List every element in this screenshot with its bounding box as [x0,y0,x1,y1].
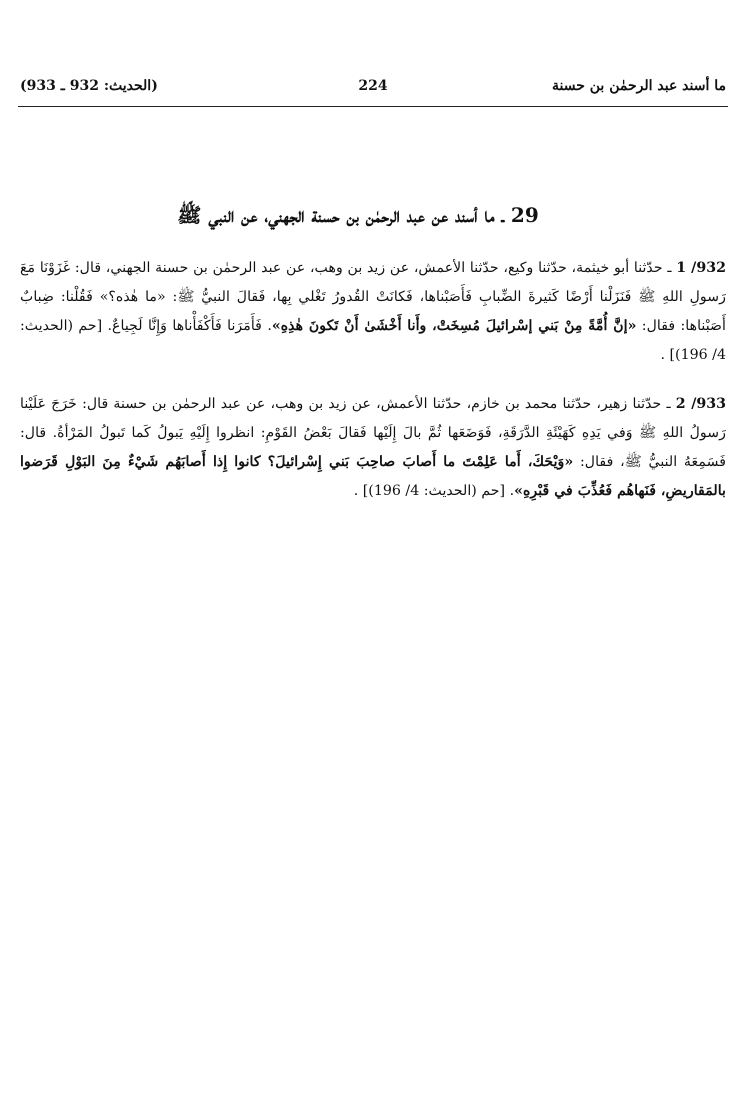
hadith-quote: «وَيْحَكَ، أَما عَلِمْتَ ما أَصابَ صاحِبَ بَني إِسْرائيلَ؟ كانوا إِذا أَصابَهُم شَيْءٌ مِنَ البَوْلِ قَرَضوا بالمَقاريضِ، فَنَهاهُم فَعُذِّبَ في قَبْرِهِ» [20,454,726,499]
chapter-number: 29 [510,203,539,227]
hadith-range: (الحديث: 932 ـ 933) [20,78,158,94]
hadith-reference: . فَأَمَرَنا فَأَكْفَأْناها وَإِنَّا لَجِياعٌ. [حم (الحديث: 4/ 196)] . [20,318,726,363]
chapter-title-text: ـ ما أسند عن عبد الرحمٰن بن حسنة الجهني، عن النبي ﷺ [177,203,504,227]
hadith-quote: «إنَّ أُمَّةً مِنْ بَني إسْرائيلَ مُسِخَتْ، وأَنا أَخْشَىٰ أَنْ تَكونَ هٰذِهِ» [271,318,637,334]
hadith-number: 933/ 2 [675,396,727,412]
hadith-paragraph [20,390,726,506]
running-title: ما أسند عبد الرحمٰن بن حسنة [552,78,726,94]
hadith-reference: . [حم (الحديث: 4/ 196)] . [353,483,515,499]
hadith-number: 932/ 1 [676,260,726,276]
hadith-paragraph [20,254,726,370]
page-number: 224 [358,78,388,94]
chapter-heading [40,198,676,232]
hadith-text: ـ حدّثنا أبو خيثمة، حدّثنا وكيع، حدّثنا الأعمش، عن زيد بن وهب، عن عبد الرحمٰن بن حسنة الجهني، قال: غَزَوْنَا مَعَ رَسولِ اللهِ ﷺ فَنَزَلْنا أَرْضًا كَثيرةَ الضِّبابِ فَأَصَبْناها، فَكانَتْ القُدورُ تَغْلي بِها، فَقالَ النبيُّ ﷺ: «ما هٰذه؟» فَقُلْنا: ضِبابٌ أَصَبْناها: فقال: [20,260,726,334]
hadith-text: ـ حدّثنا زهير، حدّثنا محمد بن خازم، حدّثنا الأعمش، عن زيد بن وهب، عن عبد الرحمٰن بن حسنة قال: خَرَجَ عَلَيْنا رَسولُ اللهِ ﷺ وَفي يَدِهِ كَهَيْئَةِ الدَّرَقَةِ، فَوَضَعَها ثُمَّ بالَ إِلَيْها فَقالَ بَعْضُ القَوْمِ: انظروا إِلَيْهِ يَبولُ كَما تَبولُ المَرْأةُ. قال: فَسَمِعَهُ النبيُّ ﷺ، فقال: [20,396,727,470]
running-header [18,70,728,110]
header-divider [18,106,728,107]
